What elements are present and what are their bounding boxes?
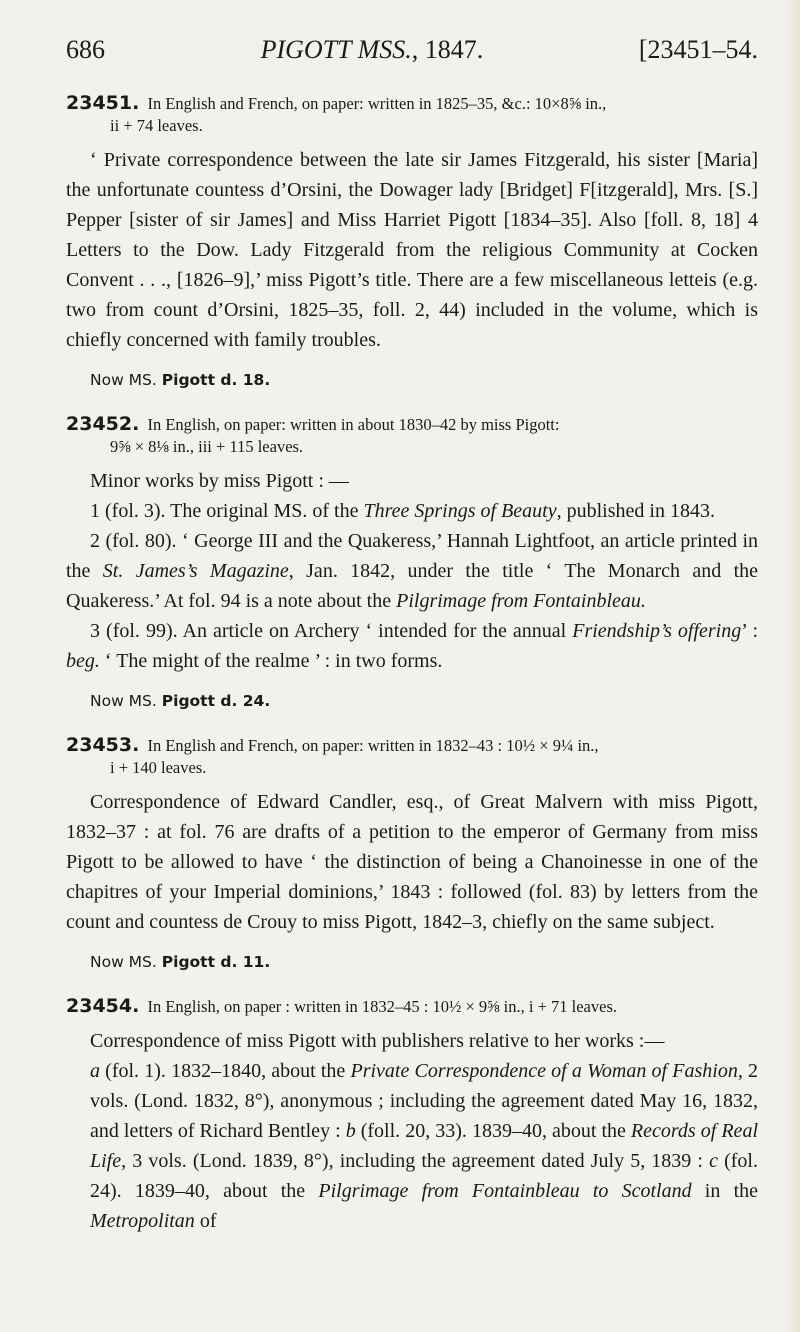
entry-body <box>66 1026 758 1236</box>
entry-meta: In English and French, on paper: written in 1832–43 : 10½ × 9¼ in., <box>147 736 599 755</box>
entry-body <box>66 787 758 937</box>
entry-paragraph: ‘ Private correspondence between the late sir James Fitzgerald, his sister [Maria] the unfortunate countess d’Orsini, the Dowager lady [Bridget] F[itzgerald], Mrs. [S.] Pepper [sister of sir James] and Miss Harriet Pigott [1834–35]. Also [foll. 8, 18] 4 Letters to the Dow. Lady Fitzgerald from the religious Community at Cocken Convent . . ., [1826–9],’ miss Pigott’s title. There are a few miscellaneous letteis (e.g. two from count d’Orsini, 1825–35, foll. 2, 44) included in the volume, which is chiefly concerned with family troubles. <box>66 149 758 351</box>
shelfmark <box>66 951 758 973</box>
page-edge <box>786 0 800 1332</box>
shelfmark-prefix: Now MS. <box>90 371 157 389</box>
entry-23453 <box>66 734 758 973</box>
entry-meta-cont: i + 140 leaves. <box>110 758 207 777</box>
entry-meta: In English and French, on paper: written in 1825–35, &c.: 10×8⅝ in., <box>147 94 607 113</box>
page-number: 686 <box>66 35 105 64</box>
entry-body <box>66 145 758 355</box>
entry-range: [23451–54. <box>638 35 758 64</box>
shelfmark-value: Pigott d. 18. <box>161 371 271 389</box>
running-title-year: , 1847. <box>411 35 484 64</box>
shelfmark <box>66 690 758 712</box>
running-title-italic: PIGOTT MSS. <box>260 35 412 64</box>
entry-paragraph: a (fol. 1). 1832–1840, about the Private Correspondence of a Woman of Fashion, 2 vols. (Lond. 1832, 8°), anonymous ; including the agreement dated May 16, 1832, and letters of Richard Bentley : b (foll. 20, 33). 1839–40, about the Records of Real Life, 3 vols. (Lond. 1839, 8°), including the agreement dated July 5, 1839 : c (fol. 24). 1839–40, about the Pilgrimage from Fontainbleau to Scotland in the Metropolitan of <box>90 1060 759 1232</box>
entry-number: 23452. <box>66 413 140 435</box>
shelfmark-value: Pigott d. 24. <box>161 692 271 710</box>
entry-head <box>66 995 758 1018</box>
shelfmark <box>66 369 758 391</box>
entry-meta: In English, on paper: written in about 1830–42 by miss Pigott: <box>147 415 560 434</box>
running-head <box>66 34 758 66</box>
entry-23452 <box>66 413 758 712</box>
entry-intro: Correspondence of miss Pigott with publishers relative to her works :— <box>90 1030 665 1052</box>
entry-meta: In English, on paper : written in 1832–45 : 10½ × 9⅝ in., i + 71 leaves. <box>147 997 618 1016</box>
list-item-3: 3 (fol. 99). An article on Archery ‘ intended for the annual Friendship’s offering’ : beg. ‘ The might of the realme ’ : in two forms. <box>66 620 759 672</box>
entry-number: 23454. <box>66 995 140 1017</box>
shelfmark-value: Pigott d. 11. <box>161 953 271 971</box>
entry-23454 <box>66 995 758 1236</box>
list-item-1: 1 (fol. 3). The original MS. of the Three Springs of Beauty, published in 1843. <box>90 500 715 522</box>
entry-meta-cont: ii + 74 leaves. <box>110 116 203 135</box>
entry-paragraph: Correspondence of Edward Candler, esq., of Great Malvern with miss Pigott, 1832–37 : at fol. 76 are drafts of a petition to the emperor of Germany from miss Pigott to be allowed to have ‘ the distinction of being a Chanoinesse in one of the chapitres of your Imperial dominions,’ 1843 : followed (fol. 83) by letters from the count and countess de Crouy to miss Pigott, 1842–3, chiefly on the same subject. <box>66 791 758 933</box>
entry-intro: Minor works by miss Pigott : — <box>90 470 349 492</box>
entry-head <box>66 92 758 137</box>
entry-number: 23451. <box>66 92 140 114</box>
shelfmark-prefix: Now MS. <box>90 953 157 971</box>
entry-head <box>66 734 758 779</box>
list-item-2: 2 (fol. 80). ‘ George III and the Quakeress,’ Hannah Lightfoot, an article printed in the St. James’s Magazine, Jan. 1842, under the title ‘ The Monarch and the Quakeress.’ At fol. 94 is a note about the Pilgrimage from Fontainbleau. <box>66 530 759 612</box>
shelfmark-prefix: Now MS. <box>90 692 157 710</box>
entry-head <box>66 413 758 458</box>
entry-number: 23453. <box>66 734 140 756</box>
entry-body <box>66 466 758 676</box>
entry-meta-cont: 9⅝ × 8⅛ in., iii + 115 leaves. <box>110 437 304 456</box>
entry-23451 <box>66 92 758 391</box>
running-title <box>261 34 484 66</box>
